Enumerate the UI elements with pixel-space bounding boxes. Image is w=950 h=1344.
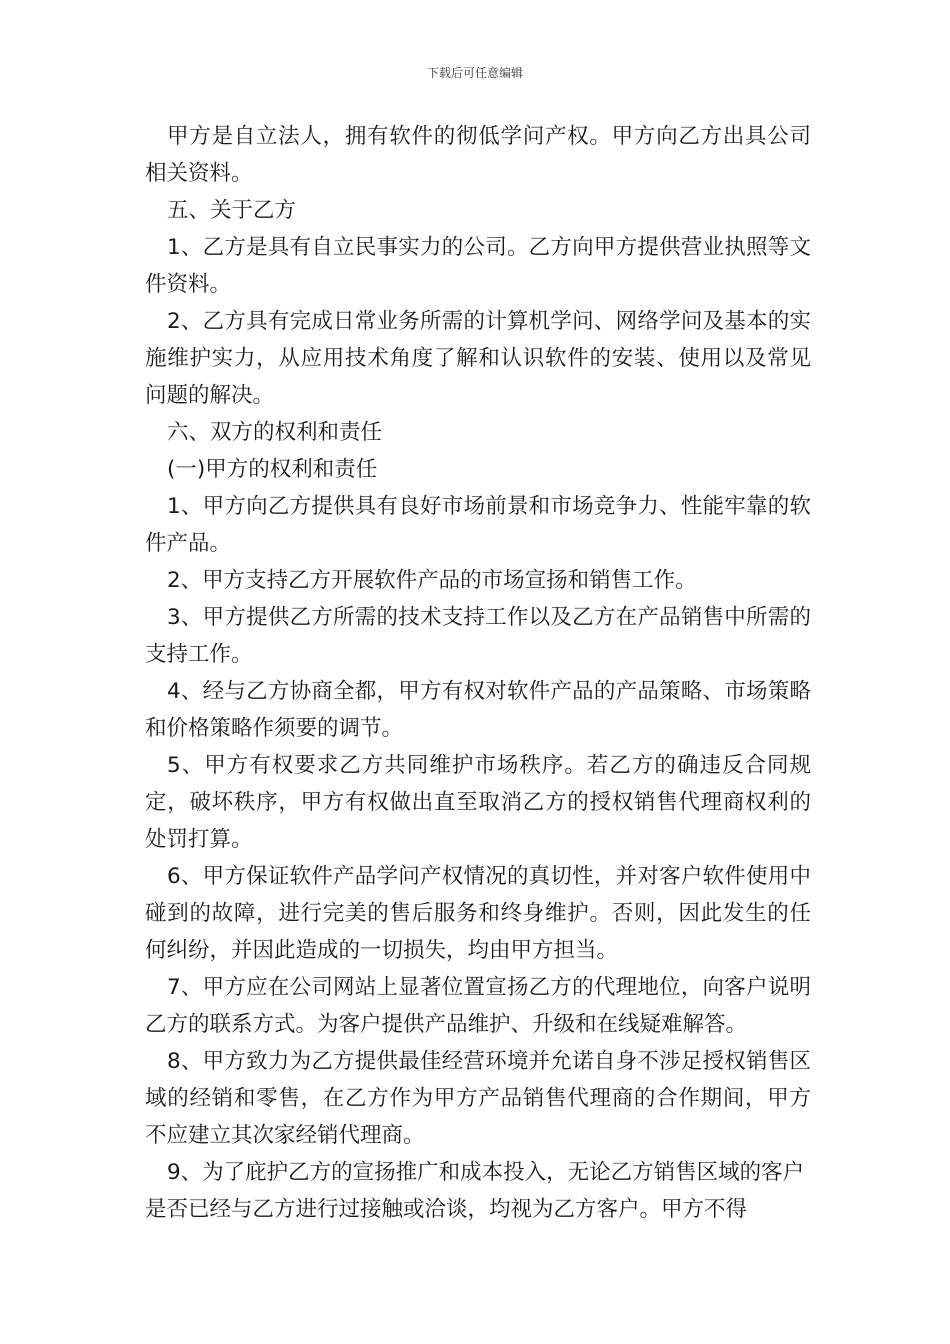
section-heading: 六、双方的权利和责任 bbox=[167, 420, 383, 445]
paragraph: 1、乙方是具有自立民事实力的公司。乙方向甲方提供营业执照等文件资料。 bbox=[145, 235, 811, 297]
paragraph: 1、甲方向乙方提供具有良好市场前景和市场竞争力、性能牢靠的软件产品。 bbox=[145, 494, 811, 556]
document-body bbox=[145, 118, 811, 1228]
paragraph: 甲方是自立法人，拥有软件的彻低学问产权。甲方向乙方出具公司相关资料。 bbox=[145, 124, 811, 186]
paragraph: 6、甲方保证软件产品学问产权情况的真切性，并对客户软件使用中碰到的故障，进行完美的售后服务和终身维护。否则，因此发生的任何纠纷，并因此造成的一切损失，均由甲方担当。 bbox=[145, 864, 811, 963]
paragraph: 9、为了庇护乙方的宣扬推广和成本投入，无论乙方销售区域的客户是否已经与乙方进行过接触或洽谈，均视为乙方客户。甲方不得 bbox=[145, 1160, 805, 1222]
paragraph: 5、甲方有权要求乙方共同维护市场秩序。若乙方的确违反合同规定，破坏秩序，甲方有权做出直至取消乙方的授权销售代理商权利的处罚打算。 bbox=[145, 753, 811, 852]
paragraph: 8、甲方致力为乙方提供最佳经营环境并允诺自身不涉足授权销售区域的经销和零售，在乙方作为甲方产品销售代理商的合作期间，甲方不应建立其次家经销代理商。 bbox=[145, 1049, 811, 1148]
subsection-heading: (一)甲方的权利和责任 bbox=[167, 457, 378, 482]
paragraph: 4、经与乙方协商全都，甲方有权对软件产品的产品策略、市场策略和价格策略作须要的调节。 bbox=[145, 679, 811, 741]
paragraph: 2、甲方支持乙方开展软件产品的市场宣扬和销售工作。 bbox=[167, 568, 697, 593]
page-header: 下载后可任意编辑 bbox=[426, 66, 523, 80]
paragraph: 2、乙方具有完成日常业务所需的计算机学问、网络学问及基本的实施维护实力，从应用技术角度了解和认识软件的安装、使用以及常见问题的解决。 bbox=[145, 309, 811, 408]
section-heading: 五、关于乙方 bbox=[167, 198, 297, 223]
paragraph: 3、甲方提供乙方所需的技术支持工作以及乙方在产品销售中所需的支持工作。 bbox=[145, 605, 811, 667]
paragraph: 7、甲方应在公司网站上显著位置宣扬乙方的代理地位，向客户说明乙方的联系方式。为客户提供产品维护、升级和在线疑难解答。 bbox=[145, 975, 811, 1037]
